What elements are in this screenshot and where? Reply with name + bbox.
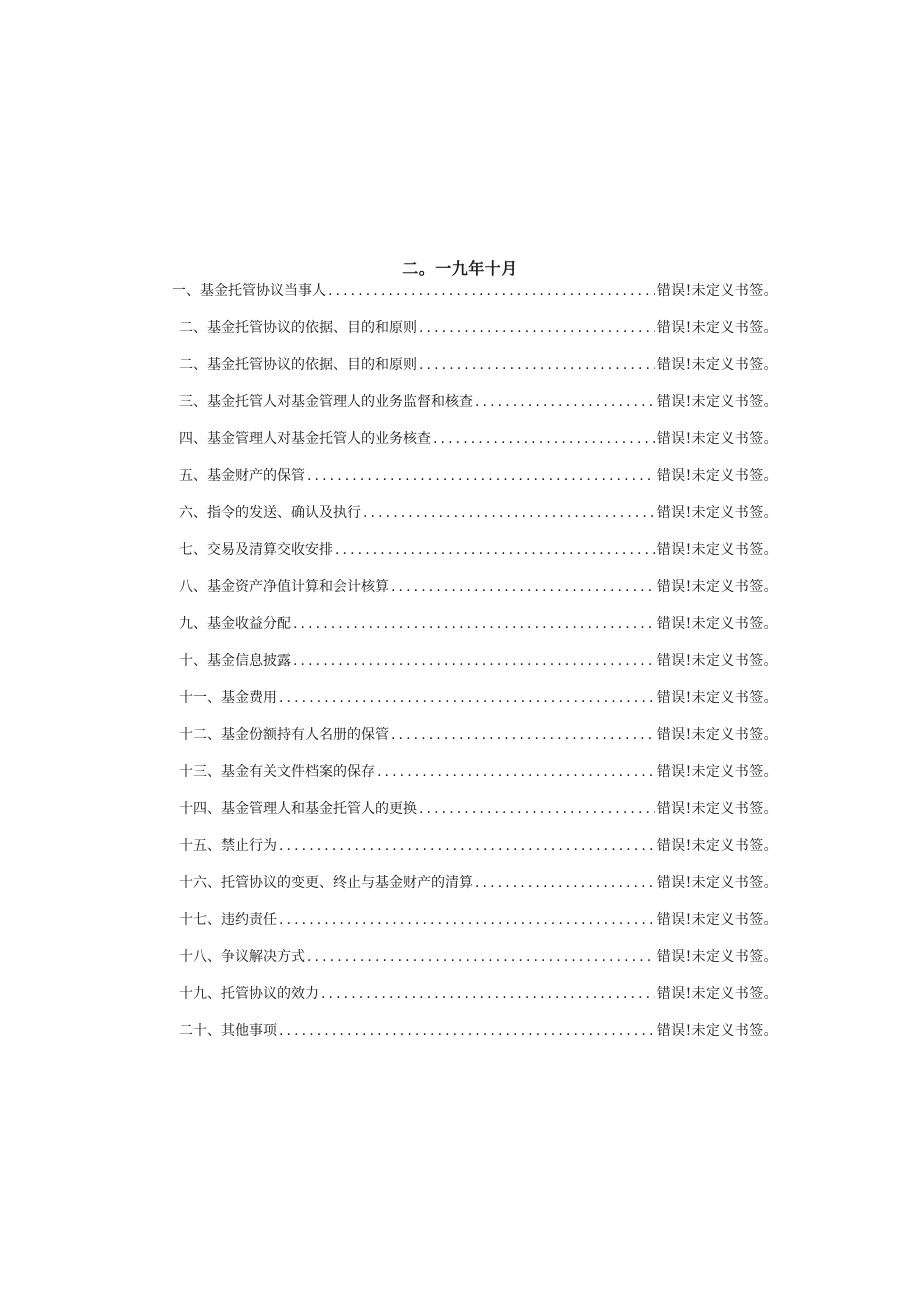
toc-entry-title: 五、基金财产的保管 [179, 468, 305, 484]
toc-entry-title: 二十、其他事项 [179, 1023, 277, 1039]
toc-dot-leader [321, 983, 655, 1005]
toc-entry[interactable] [172, 391, 778, 428]
toc-entry-page-ref: 错误!未定义书签。 [656, 505, 778, 521]
toc-dot-leader [279, 1020, 655, 1042]
toc-entry[interactable] [172, 761, 778, 798]
toc-dot-leader [377, 761, 655, 783]
toc-entry-title: 七、交易及清算交收安排 [179, 542, 333, 558]
toc-dot-leader [475, 872, 655, 894]
toc-entry-title: 十三、基金有关文件档案的保存 [179, 764, 375, 780]
toc-entry-title: 八、基金资产净值计算和会计核算 [179, 579, 389, 595]
toc-entry-title: 十四、基金管理人和基金托管人的更换 [179, 801, 417, 817]
toc-dot-leader [433, 428, 655, 450]
toc-entry-title: 十八、争议解决方式 [179, 949, 305, 965]
toc-entry[interactable] [172, 576, 778, 613]
toc-entry[interactable] [172, 835, 778, 872]
toc-entry-title: 二、基金托管协议的依据、目的和原则 [179, 357, 417, 373]
table-of-contents [172, 280, 778, 1057]
toc-entry[interactable] [172, 502, 778, 539]
toc-entry[interactable] [172, 354, 778, 391]
toc-dot-leader [279, 909, 655, 931]
toc-entry[interactable] [172, 724, 778, 761]
toc-dot-leader [391, 724, 655, 746]
toc-dot-leader [307, 465, 655, 487]
toc-entry-page-ref: 错误!未定义书签。 [656, 357, 778, 373]
toc-entry-page-ref: 错误!未定义书签。 [656, 838, 778, 854]
toc-entry-page-ref: 错误!未定义书签。 [656, 579, 778, 595]
toc-entry-page-ref: 错误!未定义书签。 [656, 468, 778, 484]
toc-entry-title: 十五、禁止行为 [179, 838, 277, 854]
toc-dot-leader [419, 354, 655, 376]
toc-entry[interactable] [172, 465, 778, 502]
toc-entry-page-ref: 错误!未定义书签。 [656, 394, 778, 410]
toc-entry[interactable] [172, 650, 778, 687]
toc-entry[interactable] [172, 983, 778, 1020]
toc-dot-leader [335, 539, 655, 561]
toc-dot-leader [279, 835, 655, 857]
toc-entry-page-ref: 错误!未定义书签。 [656, 801, 778, 817]
toc-entry-title: 九、基金收益分配 [179, 616, 291, 632]
toc-entry-title: 十、基金信息披露 [179, 653, 291, 669]
toc-entry-title: 一、基金托管协议当事人 [172, 283, 326, 299]
toc-dot-leader [419, 798, 655, 820]
toc-entry[interactable] [172, 872, 778, 909]
toc-entry[interactable] [172, 687, 778, 724]
toc-entry-page-ref: 错误!未定义书签。 [656, 986, 778, 1002]
toc-dot-leader [363, 502, 655, 524]
toc-entry-title: 四、基金管理人对基金托管人的业务核查 [179, 431, 431, 447]
toc-entry[interactable] [172, 613, 778, 650]
toc-entry-page-ref: 错误!未定义书签。 [656, 320, 778, 336]
toc-entry[interactable] [172, 798, 778, 835]
toc-entry-page-ref: 错误!未定义书签。 [656, 949, 778, 965]
toc-entry-page-ref: 错误!未定义书签。 [656, 764, 778, 780]
toc-entry-page-ref: 错误!未定义书签。 [656, 875, 778, 891]
toc-entry[interactable] [172, 1020, 778, 1057]
toc-entry[interactable] [172, 909, 778, 946]
toc-dot-leader [475, 391, 655, 413]
toc-dot-leader [328, 280, 655, 302]
date-heading: 二。一九年十月 [402, 259, 518, 278]
toc-entry-page-ref: 错误!未定义书签。 [656, 653, 778, 669]
toc-entry-title: 十七、违约责任 [179, 912, 277, 928]
toc-entry-title: 十六、托管协议的变更、终止与基金财产的清算 [179, 875, 473, 891]
toc-entry-title: 二、基金托管协议的依据、目的和原则 [179, 320, 417, 336]
toc-entry[interactable] [172, 280, 778, 317]
toc-dot-leader [391, 576, 655, 598]
toc-entry-page-ref: 错误!未定义书签。 [656, 283, 778, 299]
toc-entry-page-ref: 错误!未定义书签。 [656, 1023, 778, 1039]
toc-dot-leader [307, 946, 655, 968]
toc-entry-page-ref: 错误!未定义书签。 [656, 912, 778, 928]
toc-entry-page-ref: 错误!未定义书签。 [656, 727, 778, 743]
toc-dot-leader [419, 317, 655, 339]
toc-entry-page-ref: 错误!未定义书签。 [656, 690, 778, 706]
toc-entry[interactable] [172, 539, 778, 576]
toc-entry-title: 三、基金托管人对基金管理人的业务监督和核查 [179, 394, 473, 410]
toc-entry-page-ref: 错误!未定义书签。 [656, 616, 778, 632]
toc-entry-page-ref: 错误!未定义书签。 [656, 431, 778, 447]
toc-entry[interactable] [172, 428, 778, 465]
toc-entry-title: 十一、基金费用 [179, 690, 277, 706]
toc-dot-leader [293, 650, 655, 672]
toc-entry-title: 六、指令的发送、确认及执行 [179, 505, 361, 521]
toc-dot-leader [293, 613, 655, 635]
toc-entry-title: 十二、基金份额持有人名册的保管 [179, 727, 389, 743]
toc-entry-page-ref: 错误!未定义书签。 [656, 542, 778, 558]
toc-dot-leader [279, 687, 655, 709]
toc-entry[interactable] [172, 317, 778, 354]
toc-entry-title: 十九、托管协议的效力 [179, 986, 319, 1002]
toc-entry[interactable] [172, 946, 778, 983]
